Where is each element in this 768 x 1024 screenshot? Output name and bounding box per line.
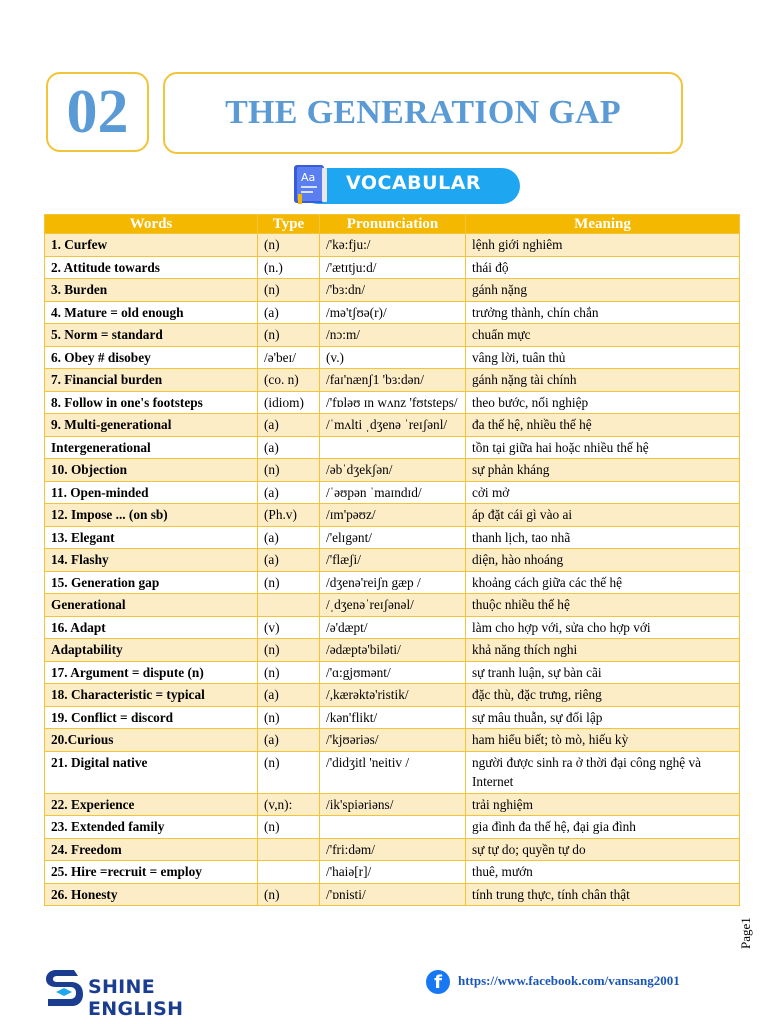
type-cell: (a) [258, 436, 320, 459]
pronunciation-cell: /'kə:fju:/ [320, 234, 466, 257]
word-cell: 19. Conflict = discord [45, 706, 258, 729]
type-cell: (n) [258, 234, 320, 257]
type-cell: (n) [258, 324, 320, 347]
type-cell: (n) [258, 639, 320, 662]
meaning-cell: khả năng thích nghi [466, 639, 740, 662]
pronunciation-cell: /'ætɪtju:d/ [320, 256, 466, 279]
table-row [45, 346, 740, 369]
meaning-cell: theo bước, nối nghiệp [466, 391, 740, 414]
type-cell: (a) [258, 481, 320, 504]
meaning-cell: gánh nặng [466, 279, 740, 302]
word-cell: 1. Curfew [45, 234, 258, 257]
table-row [45, 793, 740, 816]
unit-number: 02 [66, 78, 129, 146]
word-cell: Generational [45, 594, 258, 617]
pronunciation-cell: /'haiə[r]/ [320, 861, 466, 884]
word-cell: 12. Impose ... (on sb) [45, 504, 258, 527]
column-header-words: Words [45, 215, 258, 234]
type-cell: (n) [258, 883, 320, 906]
type-cell: (n) [258, 571, 320, 594]
meaning-cell: trải nghiệm [466, 793, 740, 816]
table-row [45, 504, 740, 527]
table-row [45, 414, 740, 437]
word-cell: 25. Hire =recruit = employ [45, 861, 258, 884]
type-cell: /ə'beɪ/ [258, 346, 320, 369]
table-row [45, 459, 740, 482]
brand-logo [44, 966, 244, 1020]
meaning-cell: sự tự do; quyền tự do [466, 838, 740, 861]
word-cell: 6. Obey # disobey [45, 346, 258, 369]
type-cell: (v,n): [258, 793, 320, 816]
table-row [45, 883, 740, 906]
table-row [45, 279, 740, 302]
table-row [45, 751, 740, 793]
meaning-cell: thuê, mướn [466, 861, 740, 884]
pronunciation-cell: /'bɜ:dn/ [320, 279, 466, 302]
pronunciation-cell: /kən'flikt/ [320, 706, 466, 729]
meaning-cell: tồn tại giữa hai hoặc nhiều thế hệ [466, 436, 740, 459]
word-cell: 13. Elegant [45, 526, 258, 549]
pronunciation-cell: /ˌdʒenəˈreɪʃənəl/ [320, 594, 466, 617]
word-cell: 7. Financial burden [45, 369, 258, 392]
word-cell: 16. Adapt [45, 616, 258, 639]
word-cell: 21. Digital native [45, 751, 258, 793]
pronunciation-cell: /'fɒləʊ ɪn wʌnz 'fʊtsteps/ [320, 391, 466, 414]
meaning-cell: áp đặt cái gì vào ai [466, 504, 740, 527]
table-row [45, 391, 740, 414]
table-row [45, 861, 740, 884]
type-cell: (a) [258, 526, 320, 549]
table-row [45, 301, 740, 324]
pronunciation-cell [320, 436, 466, 459]
meaning-cell: diện, hào nhoáng [466, 549, 740, 572]
type-cell: (a) [258, 301, 320, 324]
word-cell: 8. Follow in one's footsteps [45, 391, 258, 414]
table-row [45, 706, 740, 729]
table-row [45, 684, 740, 707]
word-cell: 15. Generation gap [45, 571, 258, 594]
pronunciation-cell: /ˈmʌlti ˌdʒenə ˈreɪʃənl/ [320, 414, 466, 437]
word-cell: 17. Argument = dispute (n) [45, 661, 258, 684]
meaning-cell: thái độ [466, 256, 740, 279]
pronunciation-cell: /'elɪgənt/ [320, 526, 466, 549]
word-cell: 4. Mature = old enough [45, 301, 258, 324]
pronunciation-cell: /ˈəʊpən ˈmaɪndɪd/ [320, 481, 466, 504]
type-cell: (n.) [258, 256, 320, 279]
table-body [45, 234, 740, 906]
pronunciation-cell: /,kærəktə'ristik/ [320, 684, 466, 707]
pronunciation-cell: /'kjʊəriəs/ [320, 729, 466, 752]
pronunciation-cell: /əbˈdʒekʃən/ [320, 459, 466, 482]
word-cell: 20.Curious [45, 729, 258, 752]
column-header-pronunciation: Pronunciation [320, 215, 466, 234]
word-cell: 2. Attitude towards [45, 256, 258, 279]
type-cell: (Ph.v) [258, 504, 320, 527]
pronunciation-cell [320, 816, 466, 839]
pronunciation-cell: /'ɒnisti/ [320, 883, 466, 906]
type-cell: (a) [258, 414, 320, 437]
meaning-cell: đa thế hệ, nhiều thế hệ [466, 414, 740, 437]
word-cell: 23. Extended family [45, 816, 258, 839]
type-cell: (n) [258, 706, 320, 729]
meaning-cell: đặc thù, đặc trưng, riêng [466, 684, 740, 707]
type-cell: (a) [258, 729, 320, 752]
pronunciation-cell: /'flæʃi/ [320, 549, 466, 572]
meaning-cell: trưởng thành, chín chắn [466, 301, 740, 324]
type-cell [258, 838, 320, 861]
meaning-cell: sự tranh luận, sự bàn cãi [466, 661, 740, 684]
meaning-cell: vâng lời, tuân thủ [466, 346, 740, 369]
pronunciation-cell: /ə'dæpt/ [320, 616, 466, 639]
facebook-icon[interactable]: f [426, 970, 450, 994]
brand-name: SHINE ENGLISH [88, 976, 184, 1020]
word-cell: 26. Honesty [45, 883, 258, 906]
type-cell: (v) [258, 616, 320, 639]
word-cell: Adaptability [45, 639, 258, 662]
pronunciation-cell: /mə'tʃʊə(r)/ [320, 301, 466, 324]
table-header-row [45, 215, 740, 234]
unit-number-box [46, 72, 149, 152]
table-row [45, 661, 740, 684]
word-cell: 9. Multi-generational [45, 414, 258, 437]
facebook-link[interactable]: https://www.facebook.com/vansang2001 [458, 973, 680, 988]
table-row [45, 234, 740, 257]
vocabulary-label: VOCABULAR [346, 172, 482, 194]
pronunciation-cell: /'fri:dəm/ [320, 838, 466, 861]
column-header-meaning: Meaning [466, 215, 740, 234]
word-cell: 18. Characteristic = typical [45, 684, 258, 707]
pronunciation-cell: /ədæptə'biləti/ [320, 639, 466, 662]
type-cell: (co. n) [258, 369, 320, 392]
table-row [45, 256, 740, 279]
column-header-type: Type [258, 215, 320, 234]
meaning-cell: chuẩn mực [466, 324, 740, 347]
word-cell: 24. Freedom [45, 838, 258, 861]
title-box [163, 72, 683, 154]
pronunciation-cell: /'ɑ:gjʊmənt/ [320, 661, 466, 684]
pronunciation-cell: /'didʒitl 'neitiv / [320, 751, 466, 793]
type-cell [258, 861, 320, 884]
word-cell: 10. Objection [45, 459, 258, 482]
meaning-cell: khoảng cách giữa các thế hệ [466, 571, 740, 594]
type-cell [258, 594, 320, 617]
word-cell: 14. Flashy [45, 549, 258, 572]
svg-text:Aa: Aa [301, 171, 316, 184]
pronunciation-cell: /faɪ'nænʃ1 'bɜ:dən/ [320, 369, 466, 392]
vocabulary-banner [288, 164, 522, 206]
page-number: Page1 [738, 917, 753, 949]
vocabulary-table [44, 214, 740, 906]
table-row [45, 838, 740, 861]
type-cell: (n) [258, 816, 320, 839]
meaning-cell: ham hiểu biết; tò mò, hiếu kỳ [466, 729, 740, 752]
type-cell: (n) [258, 459, 320, 482]
book-icon [288, 164, 334, 206]
word-cell: 5. Norm = standard [45, 324, 258, 347]
type-cell: (a) [258, 549, 320, 572]
table-row [45, 594, 740, 617]
table-row [45, 481, 740, 504]
meaning-cell: cởi mở [466, 481, 740, 504]
word-cell: 11. Open-minded [45, 481, 258, 504]
meaning-cell: thuộc nhiều thế hệ [466, 594, 740, 617]
type-cell: (n) [258, 751, 320, 793]
table-row [45, 816, 740, 839]
meaning-cell: gia đình đa thế hệ, đại gia đình [466, 816, 740, 839]
meaning-cell: sự phản kháng [466, 459, 740, 482]
table-row [45, 526, 740, 549]
meaning-cell: sự mâu thuẫn, sự đối lập [466, 706, 740, 729]
meaning-cell: gánh nặng tài chính [466, 369, 740, 392]
pronunciation-cell: /ik'spiəriəns/ [320, 793, 466, 816]
pronunciation-cell: (v.) [320, 346, 466, 369]
type-cell: (n) [258, 279, 320, 302]
meaning-cell: thanh lịch, tao nhã [466, 526, 740, 549]
table-row [45, 324, 740, 347]
pronunciation-cell: /dʒenə'reiʃn gæp / [320, 571, 466, 594]
word-cell: 22. Experience [45, 793, 258, 816]
meaning-cell: làm cho hợp với, sửa cho hợp với [466, 616, 740, 639]
table-row [45, 571, 740, 594]
type-cell: (idiom) [258, 391, 320, 414]
meaning-cell: lệnh giới nghiêm [466, 234, 740, 257]
table-row [45, 436, 740, 459]
page-title: THE GENERATION GAP [225, 94, 621, 131]
meaning-cell: người được sinh ra ở thời đại công nghệ và Internet [466, 751, 740, 793]
type-cell: (n) [258, 661, 320, 684]
table-row [45, 639, 740, 662]
table-row [45, 369, 740, 392]
pronunciation-cell: /nɔ:m/ [320, 324, 466, 347]
table-row [45, 616, 740, 639]
type-cell: (a) [258, 684, 320, 707]
table-row [45, 729, 740, 752]
word-cell: Intergenerational [45, 436, 258, 459]
word-cell: 3. Burden [45, 279, 258, 302]
meaning-cell: tính trung thực, tính chân thật [466, 883, 740, 906]
pronunciation-cell: /ɪm'pəʊz/ [320, 504, 466, 527]
table-row [45, 549, 740, 572]
shine-logo-icon [44, 966, 84, 1010]
